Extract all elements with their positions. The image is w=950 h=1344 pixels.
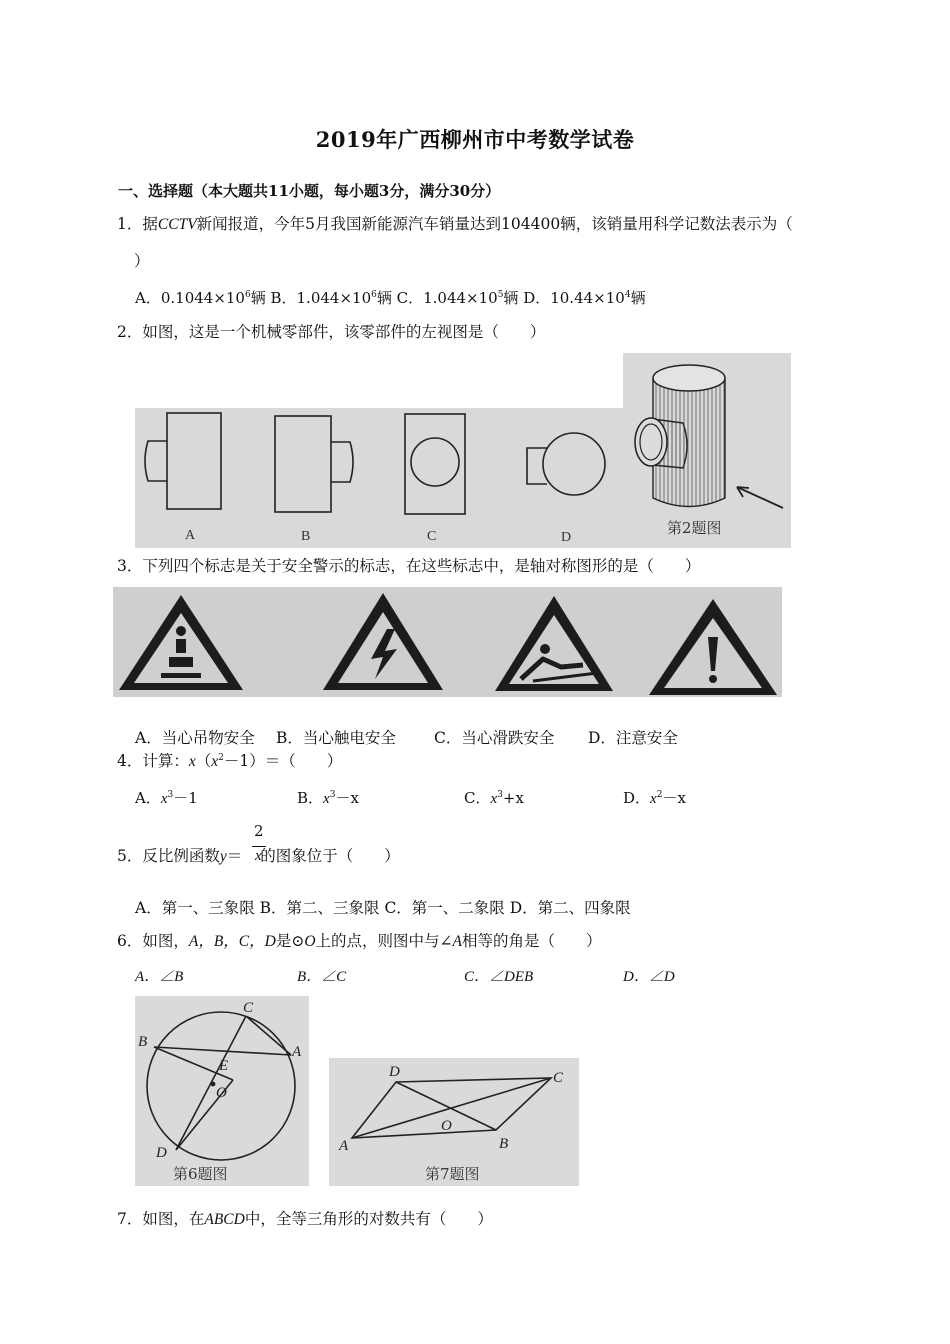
section-heading: 一、选择题（本大题共11小题，每小题3分，满分30分） [118,182,501,200]
q2-options-figure [135,408,623,548]
q4-option-a: A．$x^3-1$ [135,789,198,807]
q7-label-d: D [389,1064,400,1080]
question-5: 5．反比例函数y＝ 的图象位于（ ） [117,847,400,865]
q4-option-b: B．$x^3-x$ [297,789,359,807]
q3-signs-figure [113,587,782,697]
q6-label-b: B [138,1034,148,1050]
question-1-options: A．$0.1044\times 10^6$辆 B．$1.044\times 10^6$辆 C．$1.044\times 10^5$辆 D．$10.44\times 10^4$辆 [135,289,646,307]
q6-option-a: A．∠B [135,969,184,985]
q7-label-b: B [499,1136,509,1152]
q6-option-d: D．∠D [623,969,675,985]
q5-fraction-bar [252,846,266,847]
question-2: 2．如图，这是一个机械零部件，该零部件的左视图是（ ） [117,323,546,341]
q6-circle-figure [135,996,309,1186]
q3-option-b: B．当心触电安全 [276,729,396,747]
q4-option-c: C．$x^3+x$ [464,789,524,807]
q5-fraction-numerator: 2 [254,822,264,840]
q3-option-d: D．注意安全 [588,729,678,747]
question-4: 4．计算：$x(x^2-1)=$（ ） [117,752,343,770]
q2-a-rect [167,413,221,509]
q2-label-b: B [301,529,311,544]
q7-parallelogram-figure [329,1058,579,1186]
q6-option-b: B．∠C [297,969,347,985]
q2-d-circle [543,433,605,495]
q2-part-figure [623,353,791,548]
question-1-close: ） [134,252,150,270]
q6-option-c: C．∠DEB [464,969,534,985]
q3-option-a: A．当心吊物安全 [135,729,255,747]
q2-a-lug [145,441,167,481]
q2-view-arrow [737,487,783,508]
q3-option-c: C．当心滑跌安全 [434,729,555,747]
q2-cylinder-top [653,365,725,391]
q6-label-c: C [243,1000,254,1016]
q6-label-e: E [219,1058,229,1074]
q5-options: A．第一、三象限 B．第二、三象限 C．第一、二象限 D．第二、四象限 [135,899,631,917]
q7-label-c: C [553,1070,564,1086]
q7-label-a: A [339,1138,349,1154]
page-title: 2019年广西柳州市中考数学试卷 [315,127,635,152]
question-3: 3．下列四个标志是关于安全警示的标志，在这些标志中，是轴对称图形的是（ ） [117,557,701,575]
question-1: 1．据CCTV新闻报道，今年5月我国新能源汽车销量达到104400辆，该销量用科学记数法表示为（ [117,215,793,233]
q2-label-a: A [185,528,196,543]
question-7: 7．如图，在ABCD中，全等三角形的对数共有（ ） [117,1210,493,1228]
q2-b-lug [331,442,353,482]
q2-c-rect [405,414,465,514]
q5-fraction-denominator: x [255,848,262,864]
question-6: 6．如图，A，B，C，D是⊙O上的点，则图中与∠A相等的角是（ ） [117,932,602,950]
q2-label-c: C [427,529,437,544]
q6-caption: 第6题图 [173,1165,228,1183]
q6-center-dot [211,1082,216,1087]
q6-label-d: D [156,1145,167,1161]
q2-c-circle [411,438,459,486]
q6-label-o: O [216,1085,227,1101]
q2-caption: 第2题图 [667,519,722,537]
q7-caption: 第7题图 [425,1165,480,1183]
q2-label-d: D [561,530,572,545]
q6-label-a: A [292,1044,302,1060]
q2-b-rect [275,416,331,512]
q7-label-o: O [441,1118,452,1134]
q4-option-d: D．$x^2-x$ [623,789,686,807]
q2-d-lug [527,448,547,484]
